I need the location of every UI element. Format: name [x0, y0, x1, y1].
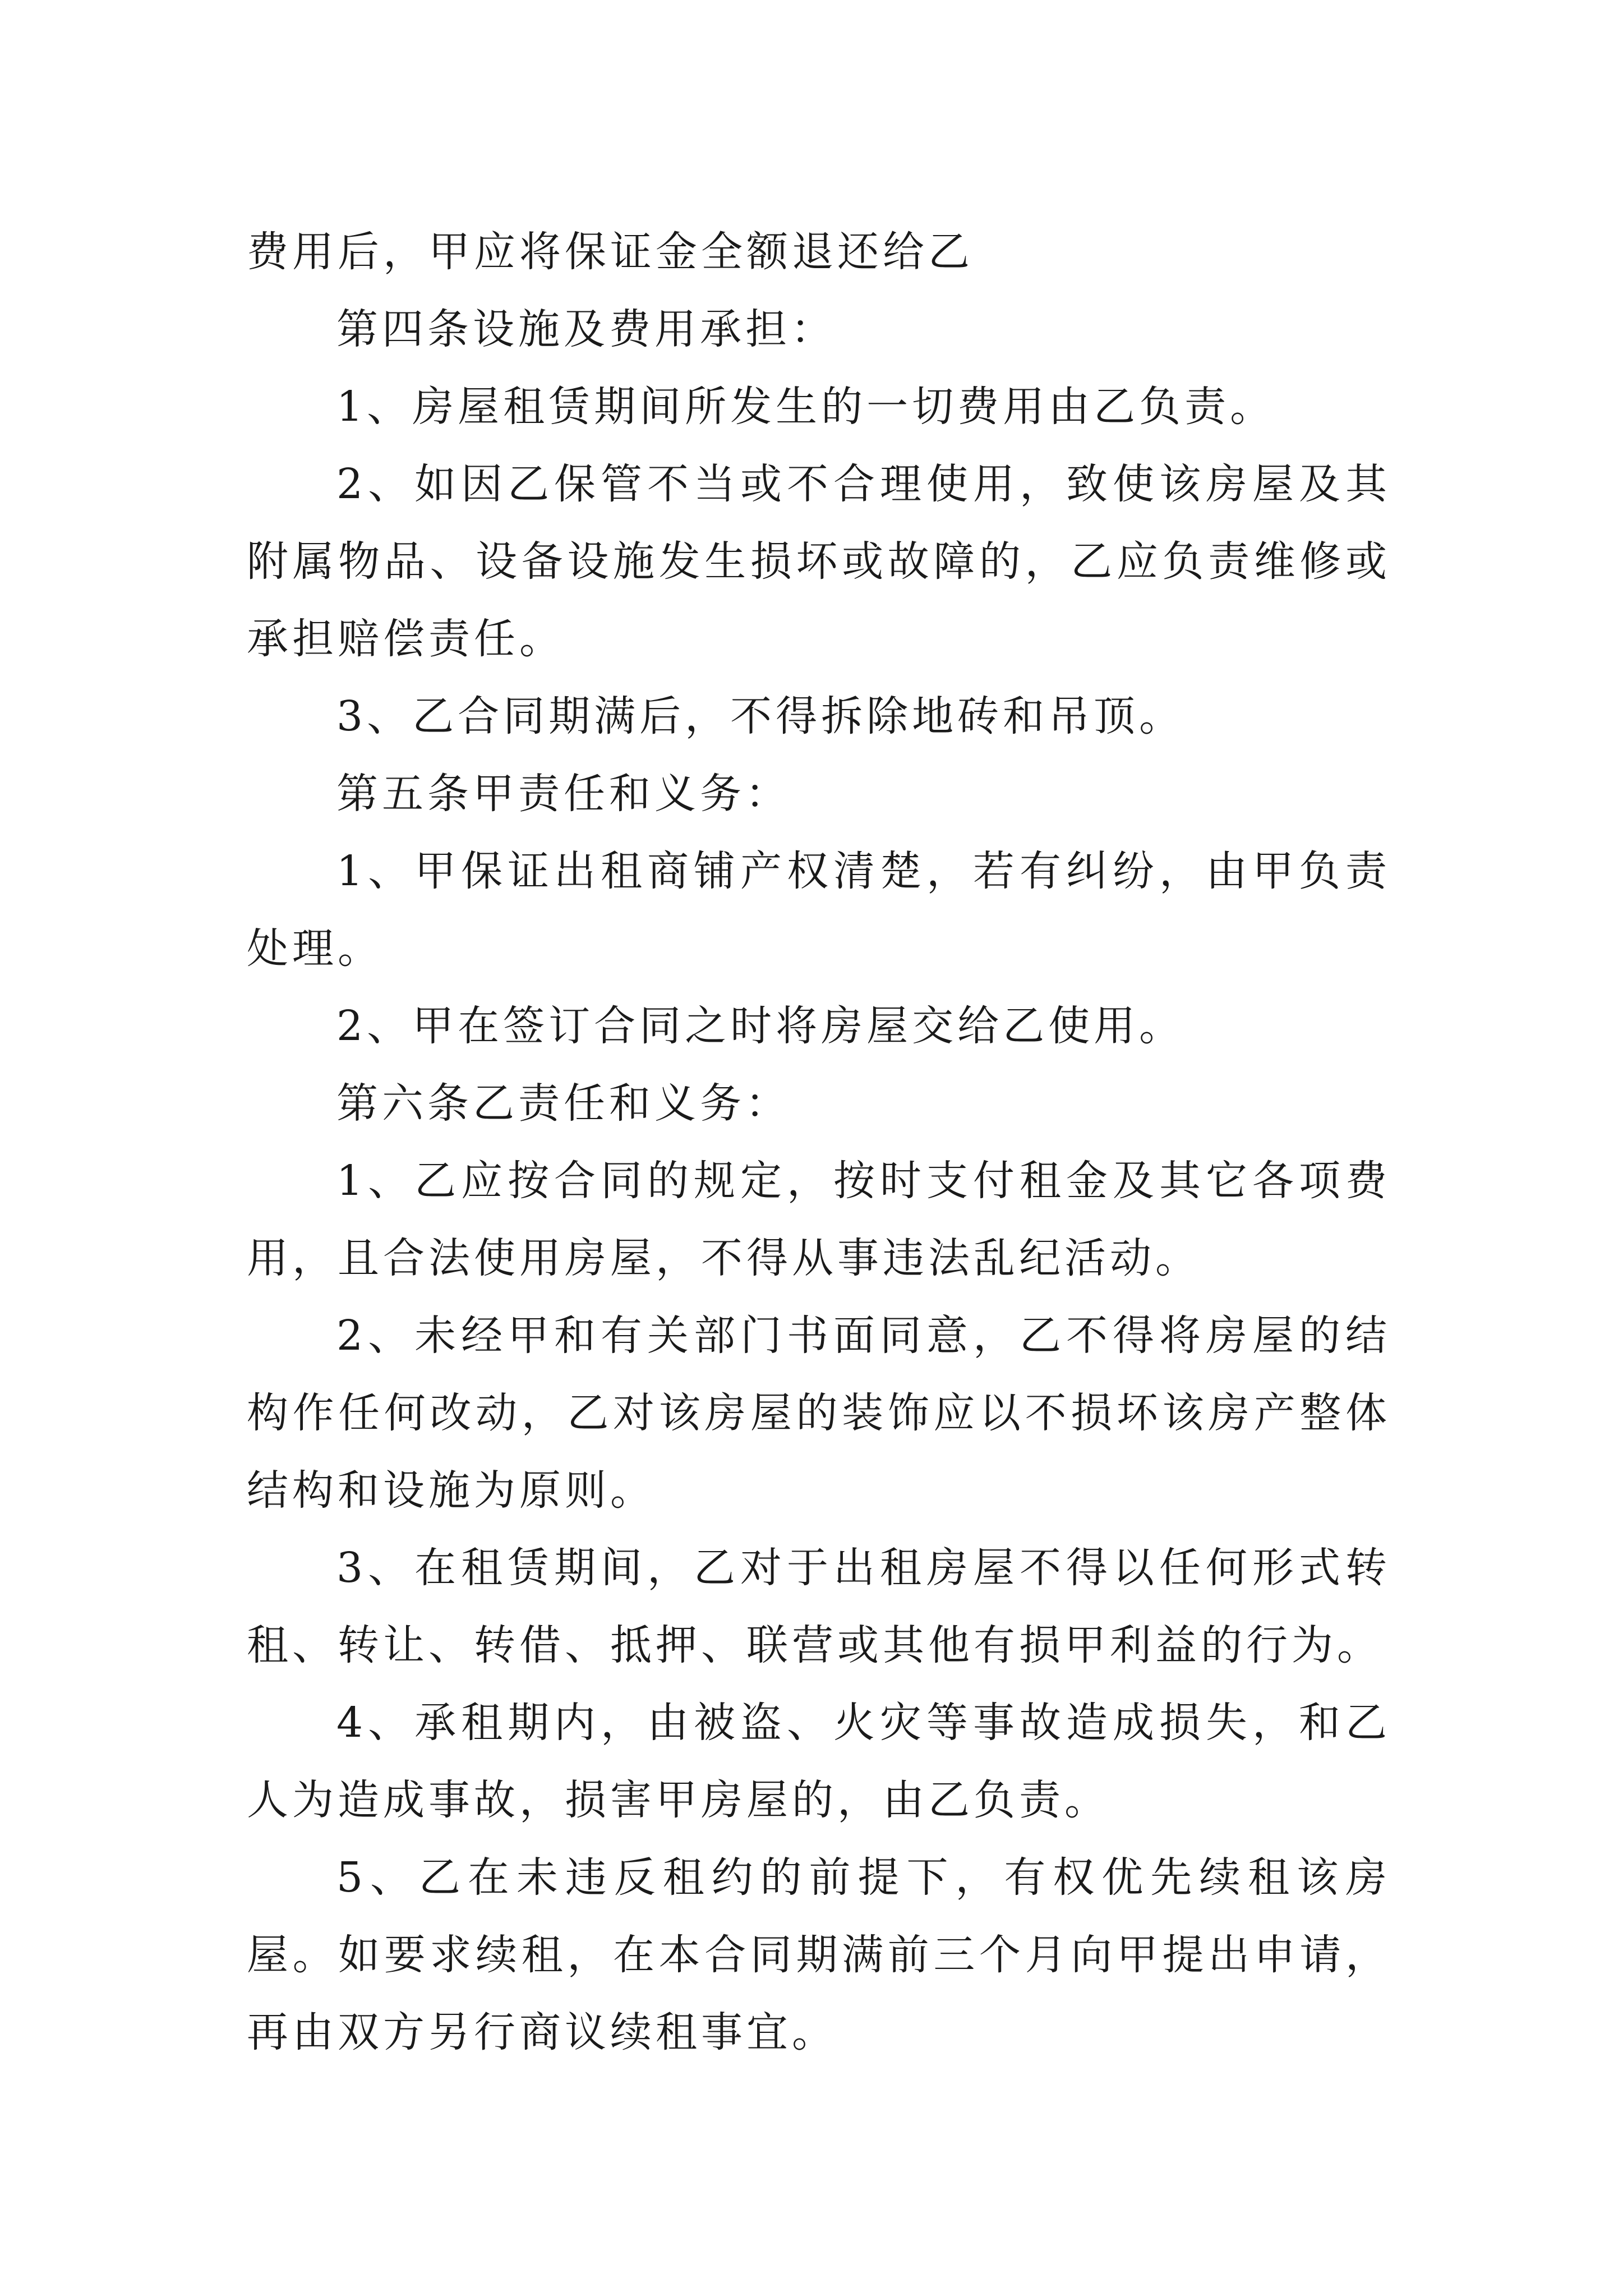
paragraph-article-4-item-2: 2、如因乙保管不当或不合理使用，致使该房屋及其附属物品、设备设施发生损坏或故障的，乙应负责维修或承担赔偿责任。 — [247, 460, 1391, 663]
paragraph-article-6-item-4: 4、承租期内，由被盗、火灾等事故造成损失，和乙人为造成事故，损害甲房屋的，由乙负责。 — [247, 1699, 1391, 1824]
paragraph-article-4-item-1: 1、房屋租赁期间所发生的一切费用由乙负责。 — [336, 383, 1276, 431]
paragraph-article-6-item-1: 1、乙应按合同的规定，按时支付租金及其它各项费用，且合法使用房屋，不得从事违法乱纪活动。 — [247, 1157, 1391, 1282]
paragraph-article-5-item-1: 1、甲保证出租商铺产权清楚，若有纠纷，由甲负责处理。 — [247, 847, 1391, 973]
document-body — [247, 213, 1391, 2071]
paragraph-article-6-item-2: 2、未经甲和有关部门书面同意，乙不得将房屋的结构作任何改动，乙对该房屋的装饰应以不损坏该房产整体结构和设施为原则。 — [247, 1312, 1391, 1515]
paragraph-article-4-item-3: 3、乙合同期满后，不得拆除地砖和吊顶。 — [336, 692, 1185, 740]
paragraph-article-6-item-3: 3、在租赁期间，乙对于出租房屋不得以任何形式转租、转让、转借、抵押、联营或其他有损甲利益的行为。 — [247, 1544, 1391, 1669]
article-5-heading: 第五条甲责任和义务： — [336, 770, 791, 818]
article-6-heading: 第六条乙责任和义务： — [336, 1079, 791, 1128]
paragraph-1: 费用后，甲应将保证金全额退还给乙 — [247, 228, 974, 276]
article-4-heading: 第四条设施及费用承担： — [336, 305, 836, 353]
paragraph-article-6-item-5: 5、乙在未违反租约的前提下，有权优先续租该房屋。如要求续租，在本合同期满前三个月向甲提出申请，再由双方另行商议续租事宜。 — [247, 1853, 1391, 2056]
paragraph-article-5-item-2: 2、甲在签订合同之时将房屋交给乙使用。 — [336, 1002, 1185, 1050]
